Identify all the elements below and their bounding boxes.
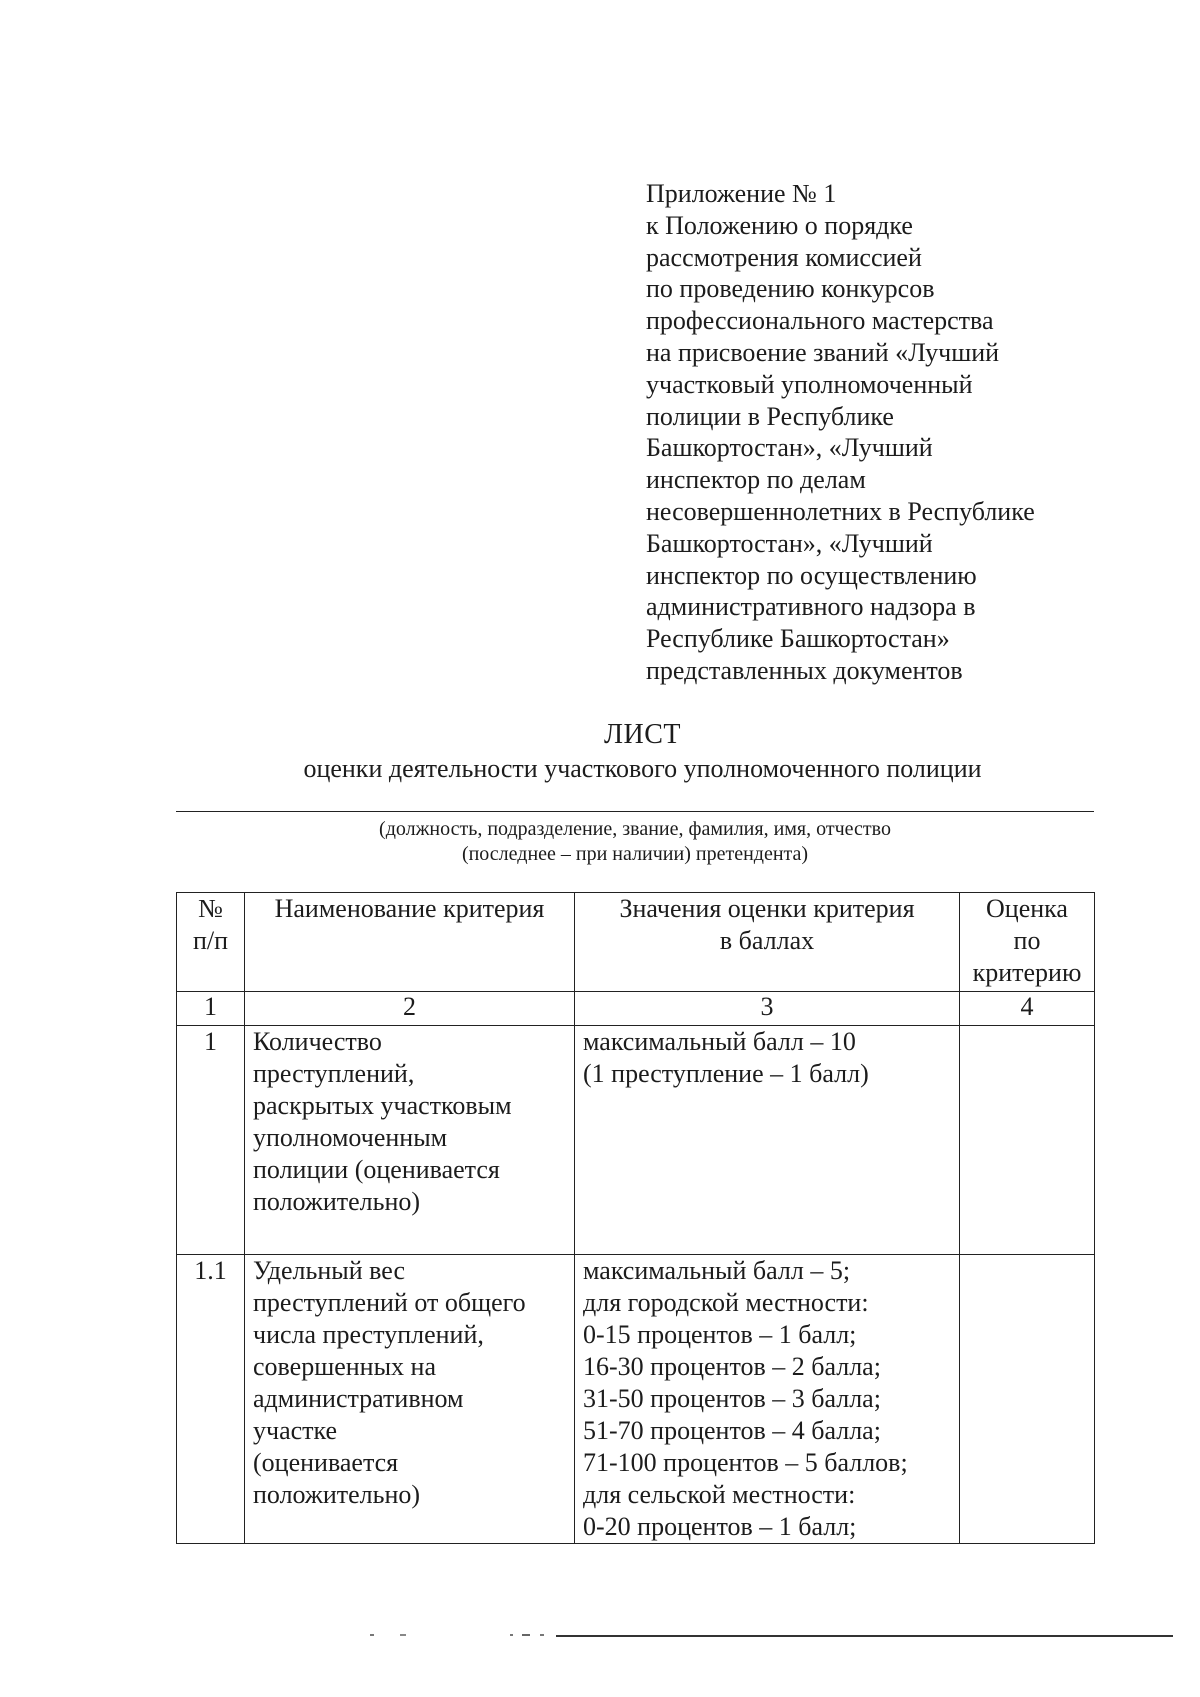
appendix-header: Приложение № 1 к Положению о порядке рассмотрения комиссией по проведению конкурсов профессионального мастерства на присвоение званий «Лучший участковый уполномоченный полиции в Республике Башкортостан», «Лучший инспектор по делам несовершеннолетних в Республике Башкортостан», «Лучший инспектор по осуществлению административного надзора в Республике Башкортостан» представленных документов [646,179,1035,685]
document-title: ЛИСТ [604,719,681,750]
score-cell [960,1026,1095,1255]
header-values: Значения оценки критерия в баллах [575,893,960,992]
criterion-name: Удельный вес преступлений от общего числа преступлений, совершенных на административном участке (оценивается положительно) [245,1255,575,1544]
table-row [177,1026,1095,1255]
criteria-table [176,892,1095,1544]
column-number: 3 [575,992,960,1026]
criterion-values: максимальный балл – 5; для городской местности: 0-15 процентов – 1 балл; 16-30 процентов – 2 балла; 31-50 процентов – 3 балла; 51-70 процентов – 4 балла; 71-100 процентов – 5 баллов; для сельской местности: 0-20 процентов – 1 балл; [575,1255,960,1544]
column-number: 4 [960,992,1095,1026]
column-number: 1 [177,992,245,1026]
scan-specks [370,1633,560,1637]
document-subtitle: оценки деятельности участкового уполномоченного полиции [303,754,982,783]
header-criterion: Наименование критерия [245,893,575,992]
criterion-name: Количество преступлений, раскрытых участковым уполномоченным полиции (оценивается положительно) [245,1026,575,1255]
score-cell [960,1255,1095,1544]
header-score: Оценка по критерию [960,893,1095,992]
column-number: 2 [245,992,575,1026]
candidate-blank-line [176,811,1094,812]
table-header-row [177,893,1095,992]
column-number-row [177,992,1095,1026]
header-number: № п/п [177,893,245,992]
row-number: 1.1 [177,1255,245,1544]
criterion-values: максимальный балл – 10 (1 преступление – 1 балл) [575,1026,960,1255]
bottom-rule [556,1635,1173,1637]
candidate-caption: (должность, подразделение, звание, фамилия, имя, отчество (последнее – при наличии) претендента) [379,818,891,865]
row-number: 1 [177,1026,245,1255]
table-row [177,1255,1095,1544]
